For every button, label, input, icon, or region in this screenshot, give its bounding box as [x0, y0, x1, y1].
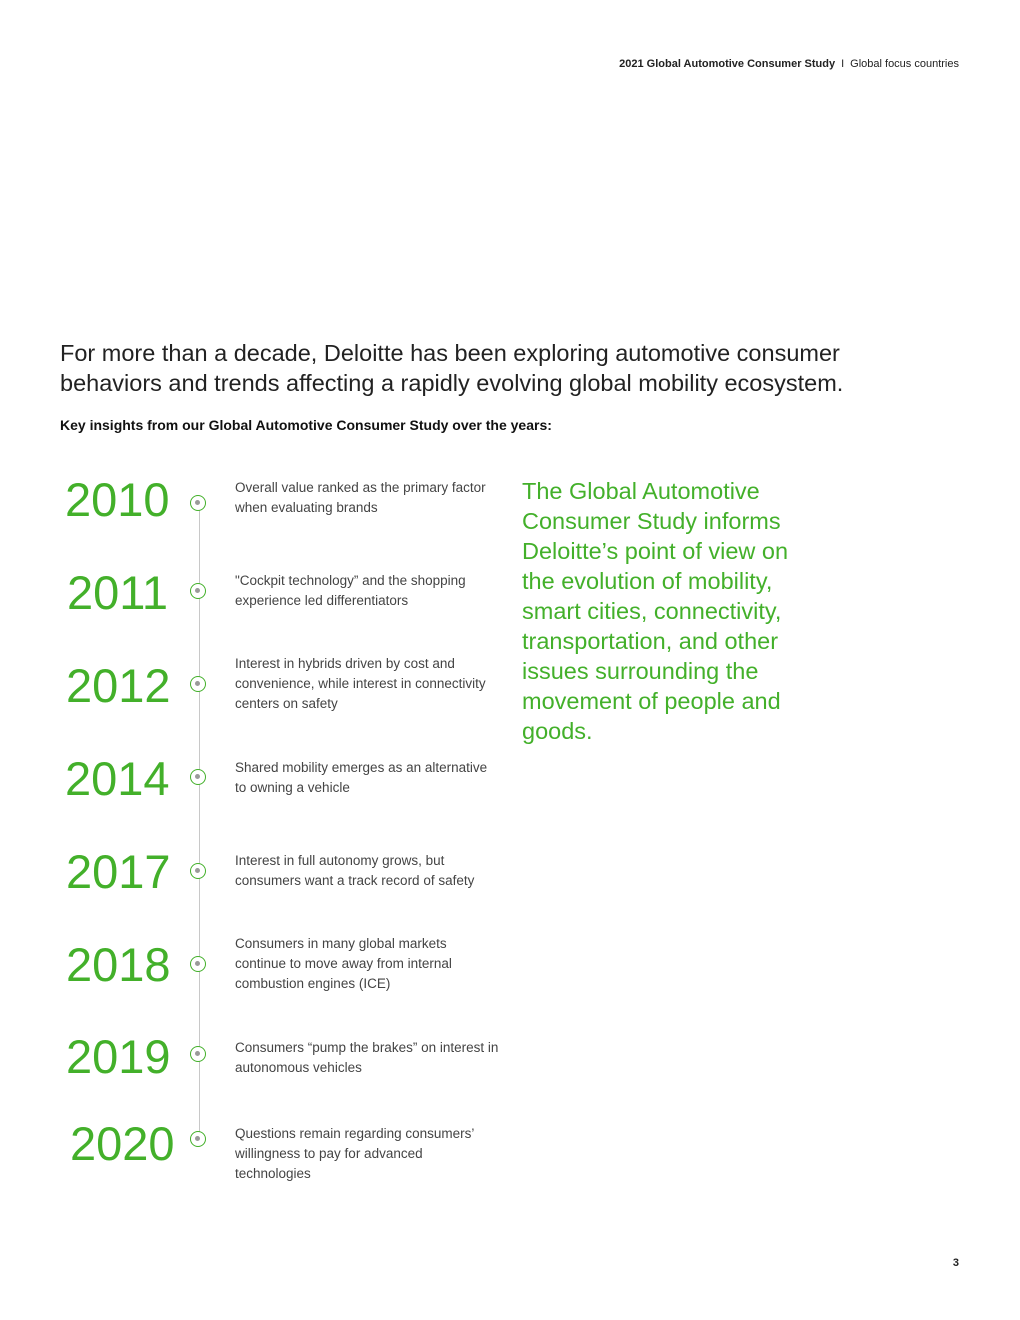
timeline-year: 2018 [66, 938, 171, 991]
timeline-year: 2011 [67, 566, 169, 619]
timeline-text: Questions remain regarding consumers’ willingness to pay for advanced technologies [235, 1126, 474, 1181]
timeline-dot-icon [190, 956, 206, 972]
timeline-dot-icon [190, 1046, 206, 1062]
timeline-dot-icon [190, 676, 206, 692]
intro-paragraph: For more than a decade, Deloitte has been exploring automotive consumer behaviors and trends affecting a rapidly evolving global mobility ecosystem. [60, 340, 844, 396]
timeline-dot-icon [190, 583, 206, 599]
timeline-text: Consumers in many global markets continue to move away from internal combustion engines (ICE) [235, 936, 452, 991]
section-title: Global focus countries [850, 58, 959, 70]
timeline-year: 2014 [65, 752, 170, 805]
timeline-year: 2010 [65, 473, 170, 526]
page-number: 3 [952, 1257, 959, 1269]
timeline-text: "Cockpit technology” and the shopping experience led differentiators [235, 573, 466, 608]
timeline-year: 2020 [70, 1117, 175, 1170]
timeline-dot-icon [190, 769, 206, 785]
header-separator: I [841, 58, 845, 70]
timeline-dot-icon [190, 863, 206, 879]
timeline-text: Consumers “pump the brakes” on interest in autonomous vehicles [235, 1040, 499, 1075]
timeline-year: 2012 [66, 659, 171, 712]
pull-quote: The Global Automotive Consumer Study informs Deloitte’s point of view on the evolution of mobility, smart cities, connectivity, transportation, and other issues surrounding the movement of people and goods. [522, 478, 789, 744]
key-insights-heading: Key insights from our Global Automotive Consumer Study over the years: [60, 417, 552, 433]
timeline-dot-icon [190, 495, 206, 511]
report-title: 2021 Global Automotive Consumer Study [619, 58, 836, 70]
timeline-year: 2017 [66, 845, 171, 898]
timeline-text: Overall value ranked as the primary factor when evaluating brands [235, 480, 486, 515]
timeline-text: Interest in hybrids driven by cost and convenience, while interest in connectivity centers on safety [235, 656, 486, 711]
timeline-dot-icon [190, 1131, 206, 1147]
timeline-year: 2019 [66, 1030, 171, 1083]
timeline-text: Interest in full autonomy grows, but consumers want a track record of safety [235, 853, 475, 888]
timeline-text: Shared mobility emerges as an alternative to owning a vehicle [235, 760, 488, 795]
running-header [619, 58, 959, 70]
